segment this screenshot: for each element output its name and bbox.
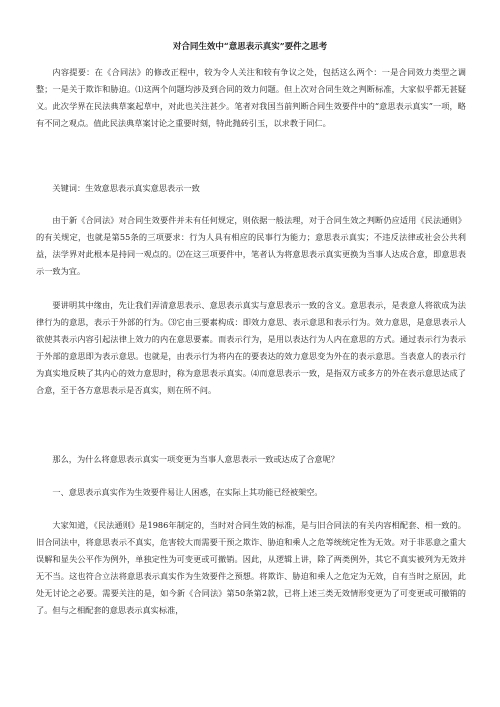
keywords-paragraph: 关键词：生效意思表示真实意思表示一致 bbox=[52, 183, 200, 193]
body-paragraph: 大家知道，《民法通则》是1986年制定的，当时对合同生效的标准，是与旧合同法的有关内容相配套、相一致的。旧合同法中，将意思表示不真实，危害较大而需要干预之欺诈、胁迫和乘人之危等统统定性为无效。对于非恶意之重大误解和显失公平作为例外，单独定性为可变更或可撤销。因此，从逻辑上讲，除了两类例外，其它不真实被列为无效并无不当。这也符合立法将意思表示真实作为生效要件之预想。将欺诈、胁迫和乘人之危定为无效，自有当时之原因，此处无讨论之必要。需要关注的是，如今新《合同法》第50条第2款，已将上述三类无效情形变更为了可变更或可撤销的了。但与之相配套的意思表示真实标准， bbox=[36, 520, 466, 615]
body-paragraph: 要讲明其中缘由，先让我们弄清意思表示、意思表示真实与意思表示一致的含义。意思表示，是表意人将欲成为法律行为的意思，表示于外部的行为。⑶它由三要素构成：即效力意思、表示意思和表示行为。效力意思，是意思表示人欲使其表示内容引起法律上效力的内在意思要素。而表示行为，是用以表达行为人内在意思的方式。通过表示行为表示于外部的意思即为表示意思。也就是，由表示行为将内在的要表达的效力意思变为外在的表示意思。当表意人的表示行为真实地反映了其内心的效力意思时，称为意思表示真实。⑷而意思表示一致，是指双方或多方的外在表示意思达成了合意，至于各方意思表示是否真实，则在所不问。 bbox=[36, 300, 466, 395]
body-paragraph: 由于新《合同法》对合同生效要件并未有任何规定，则依据一般法理，对于合同生效之判断仍应适用《民法通则》的有关规定，也就是第55条的三项要求：行为人具有相应的民事行为能力；意思表示真实；不违反法律或社会公共利益，法学界对此根本是持同一观点的。⑵在这三项要件中，笔者认为将意思表示真实更换为当事人达成合意，即意思表示一致为宜。 bbox=[36, 215, 466, 276]
page-title: 对合同生效中“意思表示真实”要件之思考 bbox=[172, 42, 328, 52]
body-paragraph: 那么，为什么将意思表示真实一项变更为当事人意思表示一致或达成了合意呢？ bbox=[52, 454, 339, 464]
abstract-paragraph: 内容提要：在《合同法》的修改正程中，较为令人关注和较有争议之处，包括这么两个：一是合同效力类型之调整；一是关于欺诈和胁迫。⑴这两个问题均涉及到合同的效力问题。但上次对合同生效之判断标准，大家似乎都无甚疑义。此次学界在民法典草案起草中，对此也关注甚少。笔者对我国当前判断合同生效要件中的“意思表示真实”一项，略有不同之观点。值此民法典草案讨论之重要时刻，特此抛砖引玉，以求教于同仁。 bbox=[36, 67, 466, 128]
section-heading: 一、意思表示真实作为生效要件易让人困惑，在实际上其功能已经被架空。 bbox=[52, 487, 323, 497]
